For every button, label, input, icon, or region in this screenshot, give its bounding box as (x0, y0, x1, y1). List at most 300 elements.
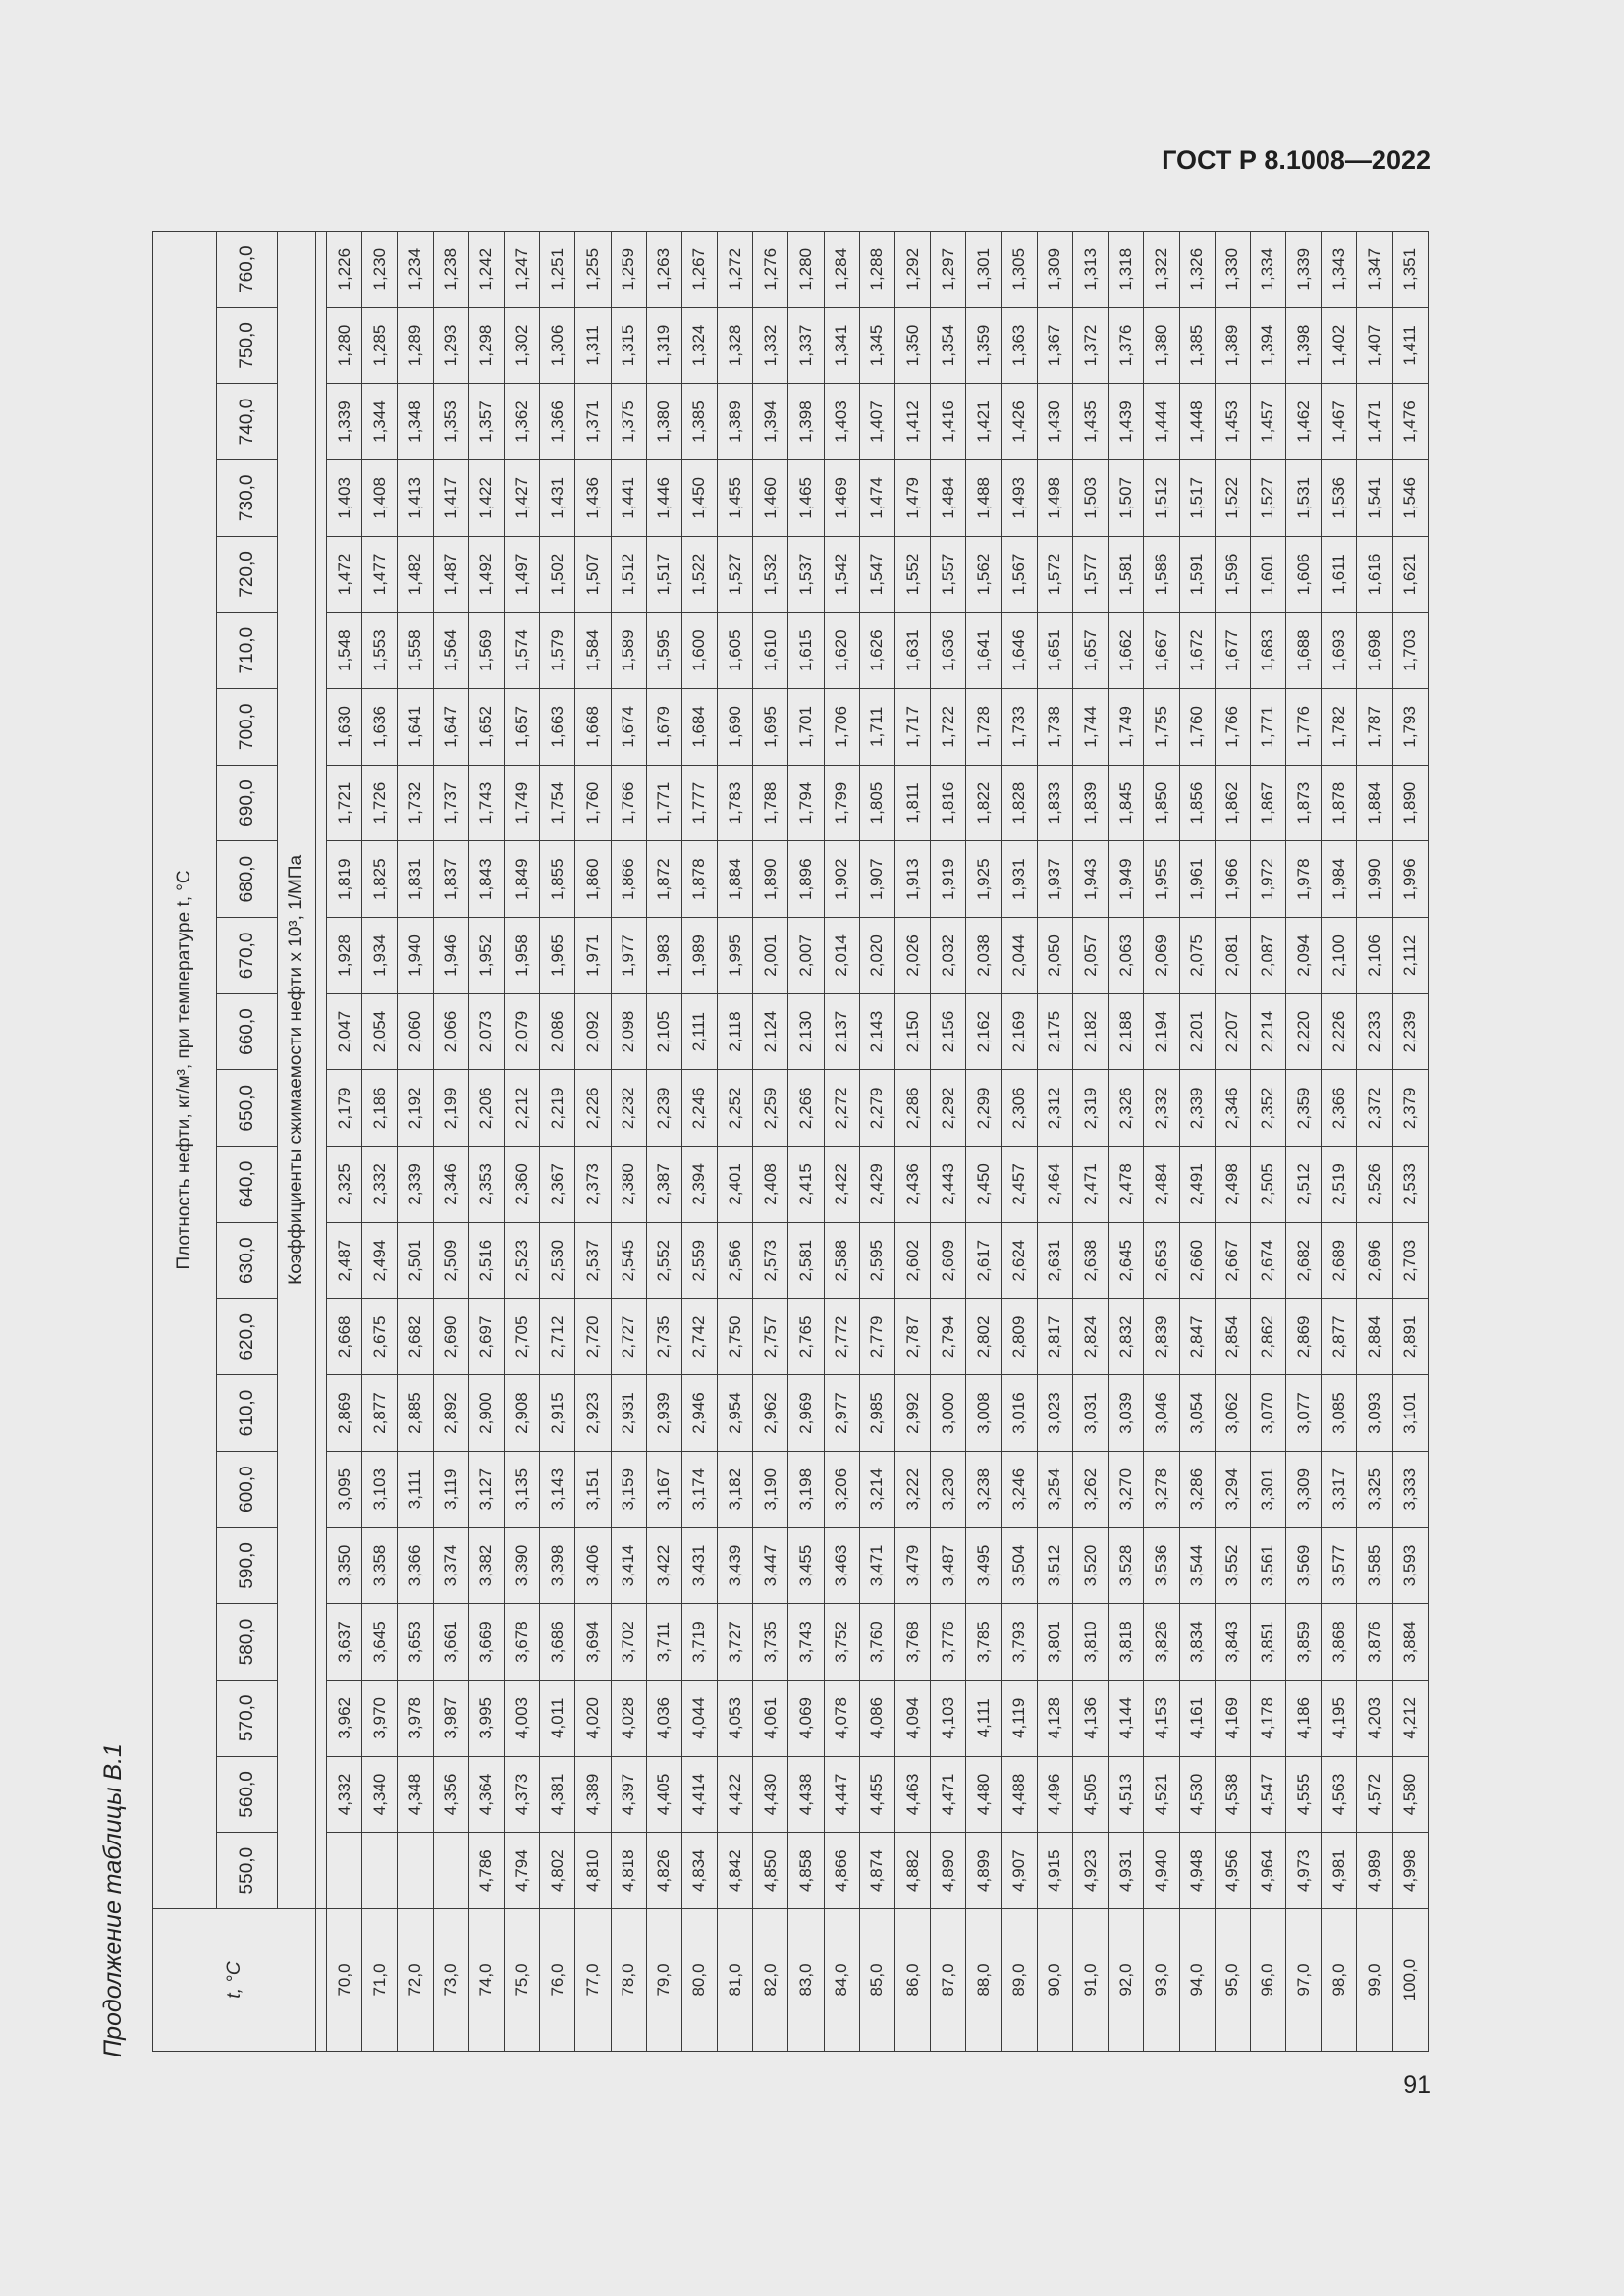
table-cell: 1,695 (753, 689, 788, 766)
table-cell: 3,431 (681, 1527, 717, 1604)
table-cell: 1,422 (468, 459, 504, 536)
row-temperature: 97,0 (1286, 1909, 1322, 2052)
table-cell: 2,060 (398, 993, 433, 1070)
table-cell: 2,839 (1144, 1299, 1179, 1375)
table-cell: 2,044 (1001, 918, 1037, 994)
table-cell: 1,385 (1179, 307, 1215, 384)
table-row (1179, 231, 1215, 2051)
table-cell: 3,785 (966, 1604, 1001, 1681)
table-cell: 4,348 (398, 1756, 433, 1833)
table-cell: 2,817 (1037, 1299, 1072, 1375)
table-cell: 1,517 (646, 536, 681, 613)
table-cell: 1,683 (1250, 613, 1285, 689)
table-cell: 1,376 (1109, 307, 1144, 384)
table-cell: 1,872 (646, 841, 681, 918)
table-cell: 1,407 (1357, 307, 1392, 384)
table-cell: 4,455 (859, 1756, 894, 1833)
table-cell: 2,690 (433, 1299, 468, 1375)
row-temperature: 90,0 (1037, 1909, 1072, 2052)
table-cell: 1,436 (575, 459, 611, 536)
table-cell: 1,782 (1322, 689, 1357, 766)
compressibility-table (152, 231, 1429, 2052)
table-cell: 2,379 (1392, 1070, 1428, 1147)
table-cell: 4,128 (1037, 1680, 1072, 1756)
table-cell: 1,448 (1179, 384, 1215, 460)
table-cell: 4,572 (1357, 1756, 1392, 1833)
table-cell: 1,302 (504, 307, 539, 384)
table-cell: 2,962 (753, 1375, 788, 1452)
table-cell: 2,130 (788, 993, 824, 1070)
table-cell: 3,884 (1392, 1604, 1428, 1681)
table-cell: 1,313 (1072, 231, 1108, 307)
table-cell: 2,675 (362, 1299, 398, 1375)
table-cell: 3,504 (1001, 1527, 1037, 1604)
table-cell: 1,350 (895, 307, 931, 384)
table-cell: 1,548 (327, 613, 362, 689)
table-cell: 2,847 (1179, 1299, 1215, 1375)
table-cell: 3,818 (1109, 1604, 1144, 1681)
table-cell: 2,674 (1250, 1222, 1285, 1299)
table-cell: 1,372 (1072, 307, 1108, 384)
table-cell: 3,039 (1109, 1375, 1144, 1452)
row-temperature: 73,0 (433, 1909, 468, 2052)
table-cell: 4,547 (1250, 1756, 1285, 1833)
table-cell: 1,833 (1037, 765, 1072, 841)
table-cell: 3,702 (611, 1604, 646, 1681)
table-cell: 1,413 (398, 459, 433, 536)
table-cell: 1,925 (966, 841, 1001, 918)
table-cell: 1,450 (681, 459, 717, 536)
table-cell: 1,651 (1037, 613, 1072, 689)
table-cell: 3,278 (1144, 1451, 1179, 1527)
table-cell: 3,174 (681, 1451, 717, 1527)
table-cell: 1,819 (327, 841, 362, 918)
table-cell: 2,794 (931, 1299, 966, 1375)
table-body (316, 231, 1429, 2051)
table-cell: 2,212 (504, 1070, 539, 1147)
table-cell: 1,866 (611, 841, 646, 918)
table-cell: 1,493 (1001, 459, 1037, 536)
table-cell: 4,826 (646, 1833, 681, 1909)
table-cell: 1,427 (504, 459, 539, 536)
table-cell: 2,207 (1215, 993, 1250, 1070)
table-cell: 2,124 (753, 993, 788, 1070)
table-cell: 1,479 (895, 459, 931, 536)
table-cell: 3,987 (433, 1680, 468, 1756)
table-cell: 4,212 (1392, 1680, 1428, 1756)
table-cell: 3,678 (504, 1604, 539, 1681)
table-cell: 4,069 (788, 1680, 824, 1756)
table-cell: 2,750 (718, 1299, 753, 1375)
table-cell: 2,501 (398, 1222, 433, 1299)
table-cell (327, 1833, 362, 1909)
table-cell: 2,272 (824, 1070, 859, 1147)
table-cell: 1,955 (1144, 841, 1179, 918)
row-temperature: 99,0 (1357, 1909, 1392, 2052)
table-cell: 1,403 (327, 459, 362, 536)
table-row (1072, 231, 1108, 2051)
table-cell: 1,471 (1357, 384, 1392, 460)
table-cell: 1,309 (1037, 231, 1072, 307)
table-cell: 3,694 (575, 1604, 611, 1681)
table-cell: 1,663 (540, 689, 575, 766)
table-cell: 2,367 (540, 1147, 575, 1223)
row-temperature: 75,0 (504, 1909, 539, 2052)
table-cell: 3,093 (1357, 1375, 1392, 1452)
table-cell: 2,199 (433, 1070, 468, 1147)
table-cell: 1,564 (433, 613, 468, 689)
table-cell: 2,877 (362, 1375, 398, 1452)
table-cell: 1,366 (540, 384, 575, 460)
table-cell: 1,407 (859, 384, 894, 460)
table-cell: 1,306 (540, 307, 575, 384)
table-cell: 1,728 (966, 689, 1001, 766)
table-cell: 1,284 (824, 231, 859, 307)
table-cell: 2,653 (1144, 1222, 1179, 1299)
table-cell: 3,382 (468, 1527, 504, 1604)
table-cell: 2,194 (1144, 993, 1179, 1070)
column-header-row (217, 231, 278, 2051)
table-cell: 2,373 (575, 1147, 611, 1223)
table-cell: 2,286 (895, 1070, 931, 1147)
table-cell: 1,896 (788, 841, 824, 918)
table-cell: 3,095 (327, 1451, 362, 1527)
table-cell: 3,350 (327, 1527, 362, 1604)
table-cell: 1,465 (788, 459, 824, 536)
table-cell: 1,574 (504, 613, 539, 689)
table-cell: 4,094 (895, 1680, 931, 1756)
table-cell: 4,866 (824, 1833, 859, 1909)
table-cell: 2,106 (1357, 918, 1392, 994)
table-cell: 3,031 (1072, 1375, 1108, 1452)
table-row (681, 231, 717, 2051)
table-row (575, 231, 611, 2051)
table-cell: 2,001 (753, 918, 788, 994)
table-cell: 2,457 (1001, 1147, 1037, 1223)
table-cell: 1,497 (504, 536, 539, 613)
table-cell: 3,325 (1357, 1451, 1392, 1527)
table-cell: 1,600 (681, 613, 717, 689)
table-cell: 1,825 (362, 841, 398, 918)
table-cell: 1,688 (1286, 613, 1322, 689)
table-cell: 2,239 (646, 1070, 681, 1147)
table-cell: 1,816 (931, 765, 966, 841)
table-cell: 1,783 (718, 765, 753, 841)
table-cell: 1,226 (327, 231, 362, 307)
table-cell: 1,476 (1392, 384, 1428, 460)
table-cell: 1,546 (1392, 459, 1428, 536)
table-cell: 2,339 (398, 1147, 433, 1223)
table-cell: 1,330 (1215, 231, 1250, 307)
table-cell: 1,230 (362, 231, 398, 307)
table-cell: 3,070 (1250, 1375, 1285, 1452)
table-cell: 3,062 (1215, 1375, 1250, 1452)
row-temperature: 81,0 (718, 1909, 753, 2052)
table-cell: 4,103 (931, 1680, 966, 1756)
table-cell: 2,150 (895, 993, 931, 1070)
table-cell: 3,471 (859, 1527, 894, 1604)
table-cell: 2,552 (646, 1222, 681, 1299)
header-gap-row (316, 231, 327, 2051)
row-temperature: 91,0 (1072, 1909, 1108, 2052)
table-cell: 1,907 (859, 841, 894, 918)
table-row (1357, 231, 1392, 2051)
table-cell: 1,672 (1179, 613, 1215, 689)
table-cell: 1,567 (1001, 536, 1037, 613)
table-cell: 1,978 (1286, 841, 1322, 918)
column-header: 670,0 (217, 918, 278, 994)
table-cell: 3,970 (362, 1680, 398, 1756)
column-header: 720,0 (217, 536, 278, 613)
table-cell: 1,674 (611, 689, 646, 766)
table-cell: 3,111 (398, 1451, 433, 1527)
table-cell: 1,657 (1072, 613, 1108, 689)
table-cell: 1,726 (362, 765, 398, 841)
table-cell: 2,559 (681, 1222, 717, 1299)
table-cell: 1,339 (1286, 231, 1322, 307)
table-cell: 1,596 (1215, 536, 1250, 613)
table-cell: 1,989 (681, 918, 717, 994)
table-cell: 3,711 (646, 1604, 681, 1681)
table-cell: 2,602 (895, 1222, 931, 1299)
table-cell: 1,385 (681, 384, 717, 460)
table-cell: 4,381 (540, 1756, 575, 1833)
table-cell: 1,843 (468, 841, 504, 918)
table-cell: 2,464 (1037, 1147, 1072, 1223)
table-cell: 1,502 (540, 536, 575, 613)
table-row (1109, 231, 1144, 2051)
table-cell: 1,855 (540, 841, 575, 918)
row-temperature: 93,0 (1144, 1909, 1179, 2052)
table-cell: 2,346 (433, 1147, 468, 1223)
table-cell: 2,346 (1215, 1070, 1250, 1147)
table-cell: 1,315 (611, 307, 646, 384)
page-number: 91 (1403, 2071, 1431, 2099)
table-cell: 1,301 (966, 231, 1001, 307)
table-cell: 1,537 (788, 536, 824, 613)
table-cell: 2,306 (1001, 1070, 1037, 1147)
column-header: 550,0 (217, 1833, 278, 1909)
table-cell: 2,387 (646, 1147, 681, 1223)
table-row (1322, 231, 1357, 2051)
table-cell: 1,584 (575, 613, 611, 689)
table-cell: 4,061 (753, 1680, 788, 1756)
table-cell: 1,657 (504, 689, 539, 766)
table-cell: 1,416 (931, 384, 966, 460)
table-cell: 2,537 (575, 1222, 611, 1299)
table-row (1144, 231, 1179, 2051)
table-cell: 3,593 (1392, 1527, 1428, 1604)
table-cell: 3,727 (718, 1604, 753, 1681)
table-cell: 1,288 (859, 231, 894, 307)
table-cell: 1,398 (788, 384, 824, 460)
table-cell: 3,495 (966, 1527, 1001, 1604)
row-temperature: 77,0 (575, 1909, 611, 2052)
table-cell: 2,066 (433, 993, 468, 1070)
table-cell: 3,230 (931, 1451, 966, 1527)
table-cell: 1,394 (753, 384, 788, 460)
table-cell: 2,137 (824, 993, 859, 1070)
table-cell: 2,854 (1215, 1299, 1250, 1375)
table-cell: 1,532 (753, 536, 788, 613)
table-cell: 1,362 (504, 384, 539, 460)
table-cell: 1,541 (1357, 459, 1392, 536)
table-cell: 3,294 (1215, 1451, 1250, 1527)
table-cell: 1,517 (1179, 459, 1215, 536)
table-cell: 2,201 (1179, 993, 1215, 1070)
table-cell: 1,380 (646, 384, 681, 460)
row-temperature: 96,0 (1250, 1909, 1285, 2052)
table-cell: 1,755 (1144, 689, 1179, 766)
table-cell: 1,569 (468, 613, 504, 689)
table-cell: 4,521 (1144, 1756, 1179, 1833)
table-cell: 4,915 (1037, 1833, 1072, 1909)
table-cell: 1,961 (1179, 841, 1215, 918)
table-cell: 3,793 (1001, 1604, 1037, 1681)
table-cell: 4,036 (646, 1680, 681, 1756)
table-cell: 1,394 (1250, 307, 1285, 384)
table-cell: 1,884 (718, 841, 753, 918)
table-cell: 2,505 (1250, 1147, 1285, 1223)
table-cell: 1,347 (1357, 231, 1392, 307)
table-cell: 1,706 (824, 689, 859, 766)
column-header: 730,0 (217, 459, 278, 536)
table-cell: 4,834 (681, 1833, 717, 1909)
table-cell: 1,586 (1144, 536, 1179, 613)
table-cell: 2,047 (327, 993, 362, 1070)
table-cell: 2,401 (718, 1147, 753, 1223)
document-code: ГОСТ Р 8.1008—2022 (1162, 145, 1431, 175)
table-cell: 4,874 (859, 1833, 894, 1909)
table-cell: 2,862 (1250, 1299, 1285, 1375)
column-header: 590,0 (217, 1527, 278, 1604)
table-cell: 1,884 (1357, 765, 1392, 841)
table-cell: 2,299 (966, 1070, 1001, 1147)
table-row (966, 231, 1001, 2051)
table-cell: 1,363 (1001, 307, 1037, 384)
table-cell: 1,878 (681, 841, 717, 918)
table-cell: 1,984 (1322, 841, 1357, 918)
table-cell: 1,616 (1357, 536, 1392, 613)
table-cell: 1,421 (966, 384, 1001, 460)
table-cell: 4,964 (1250, 1833, 1285, 1909)
table-cell: 2,332 (1144, 1070, 1179, 1147)
table-cell: 1,522 (1215, 459, 1250, 536)
table-row (433, 231, 468, 2051)
table-row (788, 231, 824, 2051)
table-cell: 2,175 (1037, 993, 1072, 1070)
table-cell: 1,547 (859, 536, 894, 613)
table-cell: 2,219 (540, 1070, 575, 1147)
table-cell: 1,822 (966, 765, 1001, 841)
table-cell: 1,469 (824, 459, 859, 536)
table-cell: 2,969 (788, 1375, 824, 1452)
table-cell: 4,513 (1109, 1756, 1144, 1833)
table-cell: 2,118 (718, 993, 753, 1070)
table-cell: 4,332 (327, 1756, 362, 1833)
table-cell: 4,078 (824, 1680, 859, 1756)
table-cell: 1,919 (931, 841, 966, 918)
table-cell: 1,766 (1215, 689, 1250, 766)
table-cell: 3,661 (433, 1604, 468, 1681)
table-cell: 1,285 (362, 307, 398, 384)
table-cell: 1,606 (1286, 536, 1322, 613)
table-cell: 3,520 (1072, 1527, 1108, 1604)
table-cell: 2,232 (611, 1070, 646, 1147)
table-cell: 4,373 (504, 1756, 539, 1833)
table-cell: 1,367 (1037, 307, 1072, 384)
table-cell: 2,050 (1037, 918, 1072, 994)
table-cell: 1,579 (540, 613, 575, 689)
column-header: 760,0 (217, 231, 278, 307)
table-cell: 3,000 (931, 1375, 966, 1452)
table-cell: 2,727 (611, 1299, 646, 1375)
table-cell: 2,105 (646, 993, 681, 1070)
table-cell: 2,075 (1179, 918, 1215, 994)
table-cell: 4,161 (1179, 1680, 1215, 1756)
table-cell: 2,682 (398, 1299, 433, 1375)
table-cell: 2,624 (1001, 1222, 1037, 1299)
table-cell: 4,471 (931, 1756, 966, 1833)
table-cell: 2,436 (895, 1147, 931, 1223)
table-cell: 1,531 (1286, 459, 1322, 536)
table-cell: 1,698 (1357, 613, 1392, 689)
table-cell: 4,810 (575, 1833, 611, 1909)
table-cell: 2,087 (1250, 918, 1285, 994)
table-cell: 2,533 (1392, 1147, 1428, 1223)
row-temperature: 70,0 (327, 1909, 362, 2052)
table-cell: 2,908 (504, 1375, 539, 1452)
column-header: 610,0 (217, 1375, 278, 1452)
table-cell: 1,983 (646, 918, 681, 994)
table-cell: 4,044 (681, 1680, 717, 1756)
table-cell: 1,937 (1037, 841, 1072, 918)
table-cell: 4,948 (1179, 1833, 1215, 1909)
table-cell: 1,408 (362, 459, 398, 536)
table-cell: 1,934 (362, 918, 398, 994)
table-cell: 1,641 (966, 613, 1001, 689)
table-cell: 2,478 (1109, 1147, 1144, 1223)
column-header: 560,0 (217, 1756, 278, 1833)
table-row (504, 231, 539, 2051)
table-cell: 1,615 (788, 613, 824, 689)
table-cell: 1,345 (859, 307, 894, 384)
table-cell: 2,954 (718, 1375, 753, 1452)
table-cell: 1,711 (859, 689, 894, 766)
table-cell: 2,326 (1109, 1070, 1144, 1147)
table-cell: 1,412 (895, 384, 931, 460)
table-cell: 1,766 (611, 765, 646, 841)
table-cell: 1,344 (362, 384, 398, 460)
table-cell: 2,226 (1322, 993, 1357, 1070)
table-cell: 2,631 (1037, 1222, 1072, 1299)
table-cell: 2,252 (718, 1070, 753, 1147)
table-cell: 1,873 (1286, 765, 1322, 841)
table-row (468, 231, 504, 2051)
table-cell: 3,978 (398, 1680, 433, 1756)
table-cell: 1,527 (718, 536, 753, 613)
table-cell: 1,971 (575, 918, 611, 994)
column-header: 750,0 (217, 307, 278, 384)
table-cell: 1,297 (931, 231, 966, 307)
table-cell: 1,722 (931, 689, 966, 766)
table-cell: 1,417 (433, 459, 468, 536)
table-cell: 3,859 (1286, 1604, 1322, 1681)
table-cell: 2,220 (1286, 993, 1322, 1070)
table-cell: 2,757 (753, 1299, 788, 1375)
table-cell: 1,828 (1001, 765, 1037, 841)
table-cell: 2,086 (540, 993, 575, 1070)
